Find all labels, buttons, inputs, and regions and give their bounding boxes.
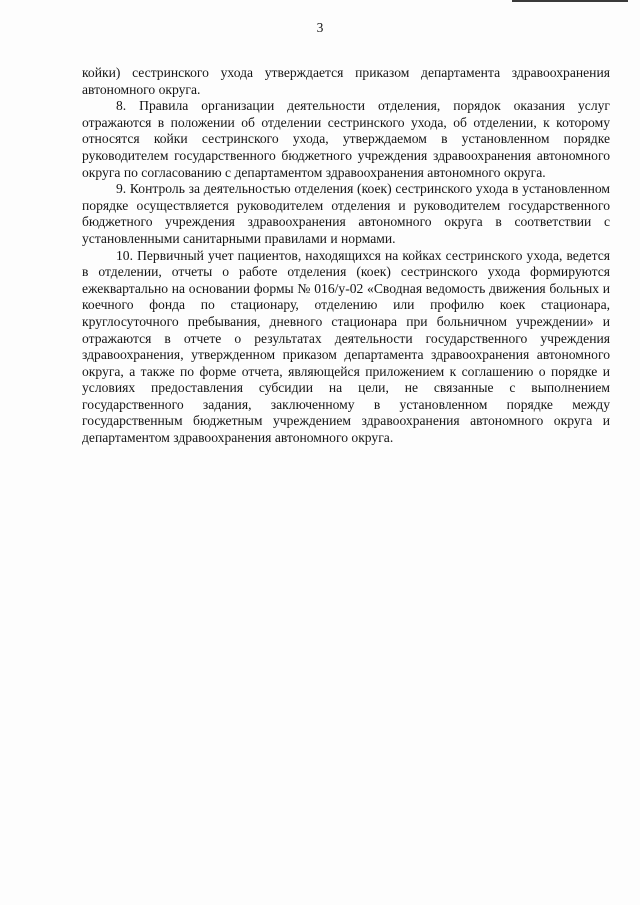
paragraph-8: 8. Правила организации деятельности отделения, порядок оказания услуг отражаются в положении об отделении сестринского ухода, об отделении, к которому относятся койки сестринского ухода, утверждаемом в установленном порядке руководителем государственного бюджетного учреждения здравоохранения автономного округа по согласованию с департаментом здравоохранения автономного округа.: [82, 98, 610, 180]
paragraph-continuation: койки) сестринского ухода утверждается приказом департамента здравоохранения автономного округа.: [82, 65, 610, 97]
document-body: [82, 65, 610, 447]
paragraph-9: 9. Контроль за деятельностью отделения (коек) сестринского ухода в установленном порядке осуществляется руководителем отделения и руководителем государственного бюджетного учреждения здравоохранения автономного округа в соответствии с установленными санитарными правилами и нормами.: [82, 181, 610, 246]
scan-edge-mark: [512, 0, 628, 2]
paragraph-10: 10. Первичный учет пациентов, находящихся на койках сестринского ухода, ведется в отделении, отчеты о работе отделения (коек) сестринского ухода формируются ежеквартально на основании формы № 016/у-02 «Сводная ведомость движения больных и коечного фонда по стационару, отделению или профилю коек стационара, круглосуточного пребывания, дневного стационара при больничном учреждении» и отражаются в отчете о результатах деятельности государственного учреждения здравоохранения, утвержденном приказом департамента здравоохранения автономного округа, а также по форме отчета, являющейся приложением к соглашению о порядке и условиях предоставления субсидии на цели, не связанные с выполнением государственного задания, заключенному в установленном порядке между государственным бюджетным учреждением здравоохранения автономного округа и департаментом здравоохранения автономного округа.: [82, 247, 610, 446]
page-number: 3: [316, 20, 324, 35]
